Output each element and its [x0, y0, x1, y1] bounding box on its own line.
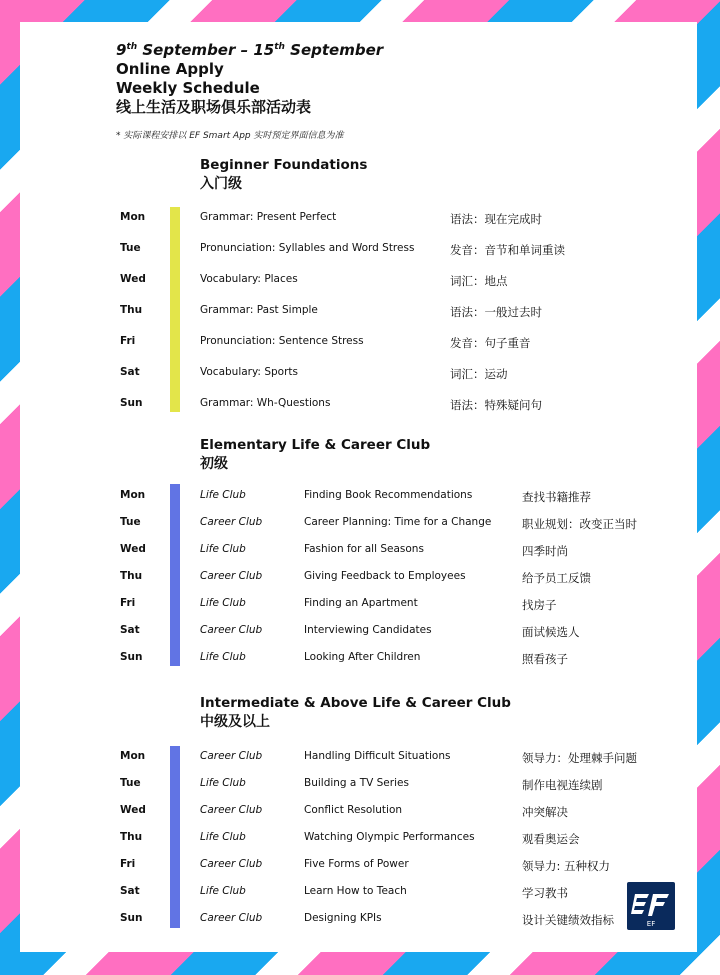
intermediate-day-tue: Tue — [120, 777, 141, 789]
ef-logo-text: EF — [646, 920, 656, 928]
elementary-type-sun: Life Club — [200, 651, 246, 663]
beginner-zh-mon: 语法：现在完成时 — [450, 212, 542, 226]
beginner-title-zh: 入门级 — [200, 176, 242, 192]
beginner-topic-tue: Pronunciation: Syllables and Word Stress — [200, 242, 415, 254]
elementary-day-sat: Sat — [120, 624, 140, 636]
date-middle: September – 15 — [137, 41, 275, 59]
beginner-topic-fri: Pronunciation: Sentence Stress — [200, 335, 364, 347]
beginner-day-sat: Sat — [120, 366, 140, 378]
date-end: September — [284, 41, 384, 59]
beginner-row-mon — [20, 211, 697, 231]
intermediate-zh-wed: 冲突解决 — [522, 805, 568, 819]
elementary-title-mon: Finding Book Recommendations — [304, 489, 473, 501]
schedule-card — [20, 22, 697, 952]
intermediate-type-sun: Career Club — [200, 912, 263, 924]
elementary-type-mon: Life Club — [200, 489, 246, 501]
intermediate-day-wed: Wed — [120, 804, 146, 816]
intermediate-day-sat: Sat — [120, 885, 140, 897]
beginner-zh-thu: 语法：一般过去时 — [450, 305, 542, 319]
intermediate-day-thu: Thu — [120, 831, 143, 843]
intermediate-title-thu: Watching Olympic Performances — [304, 831, 475, 843]
date-start-suffix: th — [126, 42, 138, 52]
beginner-zh-tue: 发音：音节和单词重读 — [450, 243, 565, 257]
intermediate-row-sat — [20, 885, 697, 905]
elementary-day-mon: Mon — [120, 489, 146, 501]
intermediate-zh-sat: 学习教书 — [522, 886, 568, 900]
elementary-row-fri — [20, 597, 697, 617]
beginner-title: Beginner Foundations — [200, 157, 368, 173]
elementary-title: Elementary Life & Career Club — [200, 437, 431, 453]
beginner-day-mon: Mon — [120, 211, 146, 223]
elementary-title-tue: Career Planning: Time for a Change — [304, 516, 492, 528]
intermediate-type-sat: Life Club — [200, 885, 246, 897]
beginner-section-title — [200, 156, 367, 194]
beginner-row-wed — [20, 273, 697, 293]
elementary-zh-wed: 四季时尚 — [522, 544, 568, 558]
beginner-row-thu — [20, 304, 697, 324]
elementary-day-fri: Fri — [120, 597, 136, 609]
elementary-zh-sat: 面试候选人 — [522, 625, 580, 639]
intermediate-type-thu: Life Club — [200, 831, 246, 843]
intermediate-zh-tue: 制作电视连续剧 — [522, 778, 603, 792]
elementary-day-sun: Sun — [120, 651, 143, 663]
intermediate-zh-sun: 设计关键绩效指标 — [522, 913, 614, 927]
elementary-type-fri: Life Club — [200, 597, 246, 609]
intermediate-title: Intermediate & Above Life & Career Club — [200, 695, 511, 711]
beginner-row-fri — [20, 335, 697, 355]
elementary-title-sun: Looking After Children — [304, 651, 421, 663]
elementary-zh-thu: 给予员工反馈 — [522, 571, 591, 585]
beginner-row-sat — [20, 366, 697, 386]
intermediate-type-wed: Career Club — [200, 804, 263, 816]
elementary-section-title — [200, 436, 430, 474]
elementary-row-sun — [20, 651, 697, 671]
intermediate-zh-mon: 领导力：处理棘手问题 — [522, 751, 637, 765]
beginner-day-fri: Fri — [120, 335, 136, 347]
intermediate-zh-thu: 观看奥运会 — [522, 832, 580, 846]
intermediate-row-wed — [20, 804, 697, 824]
elementary-type-wed: Life Club — [200, 543, 246, 555]
date-start-day: 9 — [116, 41, 127, 59]
schedule-note: * 实际课程安排以 EF Smart App 实时预定界面信息为准 — [116, 131, 344, 141]
beginner-day-tue: Tue — [120, 242, 141, 254]
elementary-zh-mon: 查找书籍推荐 — [522, 490, 591, 504]
beginner-zh-sun: 语法：特殊疑问句 — [450, 398, 542, 412]
intermediate-title-tue: Building a TV Series — [304, 777, 409, 789]
beginner-topic-mon: Grammar: Present Perfect — [200, 211, 337, 223]
elementary-row-mon — [20, 489, 697, 509]
elementary-type-tue: Career Club — [200, 516, 263, 528]
intermediate-type-tue: Life Club — [200, 777, 246, 789]
elementary-title-fri: Finding an Apartment — [304, 597, 418, 609]
intermediate-row-sun — [20, 912, 697, 932]
header — [116, 38, 383, 117]
intermediate-row-tue — [20, 777, 697, 797]
beginner-day-thu: Thu — [120, 304, 143, 316]
intermediate-title-zh: 中级及以上 — [200, 714, 270, 730]
intermediate-day-mon: Mon — [120, 750, 146, 762]
intermediate-title-sat: Learn How to Teach — [304, 885, 407, 897]
beginner-day-wed: Wed — [120, 273, 146, 285]
intermediate-day-fri: Fri — [120, 858, 136, 870]
beginner-zh-fri: 发音：句子重音 — [450, 336, 531, 350]
elementary-day-tue: Tue — [120, 516, 141, 528]
elementary-zh-tue: 职业规划：改变正当时 — [522, 517, 637, 531]
intermediate-type-mon: Career Club — [200, 750, 263, 762]
beginner-topic-sat: Vocabulary: Sports — [200, 366, 298, 378]
intermediate-zh-fri: 领导力: 五种权力 — [522, 859, 611, 873]
elementary-day-wed: Wed — [120, 543, 146, 555]
elementary-type-thu: Career Club — [200, 570, 263, 582]
elementary-row-wed — [20, 543, 697, 563]
elementary-row-thu — [20, 570, 697, 590]
intermediate-title-sun: Designing KPIs — [304, 912, 382, 924]
elementary-day-thu: Thu — [120, 570, 143, 582]
elementary-zh-fri: 找房子 — [522, 598, 557, 612]
elementary-zh-sun: 照看孩子 — [522, 652, 568, 666]
beginner-topic-thu: Grammar: Past Simple — [200, 304, 318, 316]
date-end-suffix: th — [274, 42, 285, 52]
beginner-row-sun — [20, 397, 697, 417]
beginner-row-tue — [20, 242, 697, 262]
beginner-topic-wed: Vocabulary: Places — [200, 273, 298, 285]
elementary-title-wed: Fashion for all Seasons — [304, 543, 424, 555]
intermediate-row-thu — [20, 831, 697, 851]
beginner-zh-wed: 词汇：地点 — [450, 274, 508, 288]
date-range — [116, 38, 383, 60]
beginner-topic-sun: Grammar: Wh-Questions — [200, 397, 331, 409]
elementary-title-thu: Giving Feedback to Employees — [304, 570, 466, 582]
ef-logo-icon — [627, 882, 675, 930]
beginner-zh-sat: 词汇：运动 — [450, 367, 508, 381]
intermediate-title-wed: Conflict Resolution — [304, 804, 403, 816]
intermediate-title-mon: Handling Difficult Situations — [304, 750, 451, 762]
elementary-row-tue — [20, 516, 697, 536]
elementary-title-sat: Interviewing Candidates — [304, 624, 432, 636]
intermediate-day-sun: Sun — [120, 912, 143, 924]
header-line-weekly-schedule: Weekly Schedule — [116, 79, 260, 97]
intermediate-row-fri — [20, 858, 697, 878]
ef-logo — [627, 882, 675, 930]
elementary-title-zh: 初级 — [200, 456, 228, 472]
header-line-online-apply: Online Apply — [116, 60, 224, 78]
beginner-day-sun: Sun — [120, 397, 143, 409]
intermediate-type-fri: Career Club — [200, 858, 263, 870]
elementary-row-sat — [20, 624, 697, 644]
header-line-chinese-title: 线上生活及职场俱乐部活动表 — [116, 98, 312, 116]
intermediate-title-fri: Five Forms of Power — [304, 858, 409, 870]
elementary-type-sat: Career Club — [200, 624, 263, 636]
intermediate-row-mon — [20, 750, 697, 770]
intermediate-section-title — [200, 694, 511, 732]
